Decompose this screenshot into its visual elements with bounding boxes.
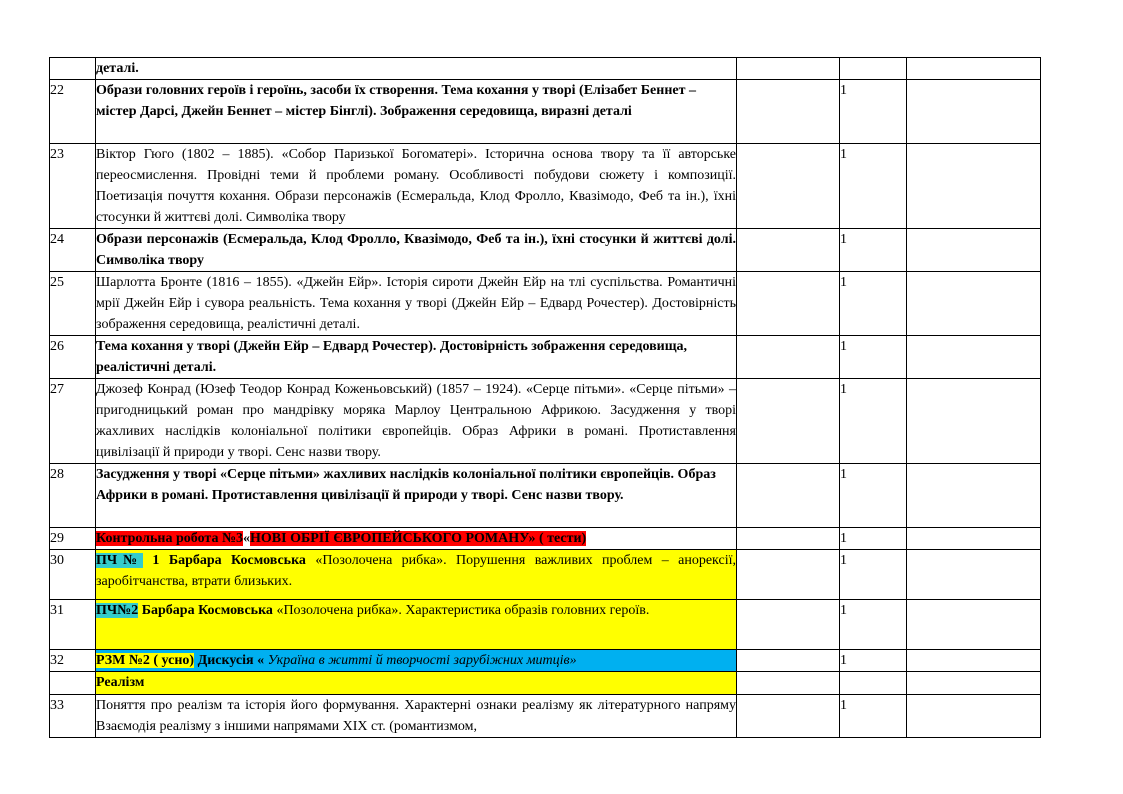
lesson-number: 27 — [50, 379, 96, 464]
date-cell — [737, 379, 840, 464]
hours-cell — [840, 58, 907, 80]
date-cell — [737, 672, 840, 695]
hours-cell: 1 — [840, 464, 907, 528]
notes-cell — [907, 650, 1041, 672]
reading-label-highlight: ПЧ№ — [96, 553, 144, 568]
lesson-number: 29 — [50, 528, 96, 550]
notes-cell — [907, 144, 1041, 229]
table-row — [50, 695, 1041, 738]
hours-cell — [840, 672, 907, 695]
table-row — [50, 144, 1041, 229]
notes-cell — [907, 550, 1041, 600]
table-row — [50, 58, 1041, 80]
lesson-topic: Образи персонажів (Есмеральда, Клод Фролло, Квазімодо, Феб та ін.), їхні стосунки й життєві долі. Символіка твору — [96, 229, 737, 272]
topic-text: «Позолочена рибка». Порушення важливих проблем – анорексії, заробітчанства, втрати близьких. — [96, 553, 737, 589]
section-heading: Реалізм — [96, 672, 737, 695]
hours-cell: 1 — [840, 600, 907, 650]
hours-cell: 1 — [840, 229, 907, 272]
table-row — [50, 379, 1041, 464]
table-row — [50, 550, 1041, 600]
hours-cell: 1 — [840, 144, 907, 229]
notes-cell — [907, 80, 1041, 144]
notes-cell — [907, 600, 1041, 650]
date-cell — [737, 80, 840, 144]
test-title-highlight: Контрольна робота №3 — [96, 531, 244, 546]
date-cell — [737, 229, 840, 272]
lesson-topic: Поняття про реалізм та історія його формування. Характерні ознаки реалізму як літературного напряму Взаємодія реалізму з іншими напрямами ХІХ ст. (романтизмом, — [96, 695, 737, 738]
lesson-number: 33 — [50, 695, 96, 738]
date-cell — [737, 336, 840, 379]
hours-cell: 1 — [840, 650, 907, 672]
lesson-plan-table — [49, 57, 1041, 738]
test-name-highlight: НОВІ ОБРІЇ ЄВРОПЕЙСЬКОГО РОМАНУ» ( тести) — [250, 531, 587, 546]
table-row — [50, 672, 1041, 695]
lesson-number: 30 — [50, 550, 96, 600]
lesson-number: 24 — [50, 229, 96, 272]
notes-cell — [907, 336, 1041, 379]
lesson-number: 22 — [50, 80, 96, 144]
lesson-topic: Шарлотта Бронте (1816 – 1855). «Джейн Ейр». Історія сироти Джейн Ейр на тлі суспільства. Романтичні мрії Джейн Ейр і сувора реальність. Тема кохання у творі (Джейн Ейр – Едвард Рочестер). Достовірність зображення середовища, реалістичні деталі. — [96, 272, 737, 336]
notes-cell — [907, 379, 1041, 464]
notes-cell — [907, 272, 1041, 336]
table-row — [50, 650, 1041, 672]
date-cell — [737, 600, 840, 650]
lesson-number — [50, 672, 96, 695]
lesson-number: 26 — [50, 336, 96, 379]
hours-cell: 1 — [840, 80, 907, 144]
lesson-number: 31 — [50, 600, 96, 650]
date-cell — [737, 695, 840, 738]
hours-cell: 1 — [840, 336, 907, 379]
reading-label-highlight: ПЧ№2 — [96, 603, 139, 618]
date-cell — [737, 528, 840, 550]
lesson-topic — [96, 550, 737, 600]
lesson-number: 23 — [50, 144, 96, 229]
date-cell — [737, 272, 840, 336]
lesson-number: 25 — [50, 272, 96, 336]
lesson-topic — [96, 528, 737, 550]
date-cell — [737, 550, 840, 600]
discussion-topic: Україна в житті й творчості зарубіжних митців» — [267, 653, 577, 668]
lesson-number: 32 — [50, 650, 96, 672]
speech-dev-label-highlight: РЗМ №2 ( усно) — [96, 653, 195, 668]
author-name: Барбара Космовська — [138, 603, 273, 618]
notes-cell — [907, 672, 1041, 695]
topic-text: «Позолочена рибка». Характеристика образів головних героїв. — [272, 603, 650, 618]
table-row — [50, 528, 1041, 550]
hours-cell: 1 — [840, 379, 907, 464]
lesson-topic — [96, 650, 737, 672]
notes-cell — [907, 58, 1041, 80]
table-row — [50, 229, 1041, 272]
notes-cell — [907, 229, 1041, 272]
notes-cell — [907, 464, 1041, 528]
hours-cell: 1 — [840, 272, 907, 336]
author-name: 1 Барбара Космовська — [143, 553, 306, 568]
lesson-topic: Джозеф Конрад (Юзеф Теодор Конрад Коженьовський) (1857 – 1924). «Серце пітьми». «Серце пітьми» – пригодницький роман про мандрівку моряка Марлоу Центральною Африкою. Засудження у творі жахливих наслідків колоніальної політики європейців. Образ Африки в романі. Протиставлення цивілізації й природи у творі. Сенс назви твору. — [96, 379, 737, 464]
date-cell — [737, 144, 840, 229]
lesson-topic: Засудження у творі «Серце пітьми» жахливих наслідків колоніальної політики європейців. Образ Африки в романі. Протиставлення цивілізації й природи у творі. Сенс назви твору. — [96, 464, 737, 528]
date-cell — [737, 58, 840, 80]
lesson-topic: Тема кохання у творі (Джейн Ейр – Едвард Рочестер). Достовірність зображення середовища, реалістичні деталі. — [96, 336, 737, 379]
hours-cell: 1 — [840, 695, 907, 738]
lesson-number — [50, 58, 96, 80]
table-row — [50, 600, 1041, 650]
quote-mark: « — [243, 531, 251, 546]
table-row — [50, 464, 1041, 528]
lesson-topic — [96, 600, 737, 650]
discussion-label: Дискусія « — [194, 653, 268, 668]
date-cell — [737, 650, 840, 672]
table-row — [50, 80, 1041, 144]
table-row — [50, 272, 1041, 336]
notes-cell — [907, 695, 1041, 738]
notes-cell — [907, 528, 1041, 550]
date-cell — [737, 464, 840, 528]
hours-cell: 1 — [840, 528, 907, 550]
lesson-topic: Віктор Гюго (1802 – 1885). «Собор Паризької Богоматері». Історична основа твору та її авторське переосмислення. Провідні теми й проблеми роману. Особливості побудови сюжету і композиції. Поетизація почуття кохання. Образи персонажів (Есмеральда, Клод Фролло, Квазімодо, Феб та ін.), їхні стосунки й життєві долі. Символіка твору — [96, 144, 737, 229]
lesson-number: 28 — [50, 464, 96, 528]
lesson-topic: деталі. — [96, 58, 737, 80]
table-row — [50, 336, 1041, 379]
hours-cell: 1 — [840, 550, 907, 600]
lesson-topic: Образи головних героїв і героїнь, засоби їх створення. Тема кохання у творі (Елізабет Беннет – містер Дарсі, Джейн Беннет – містер Бінглі). Зображення середовища, виразні деталі — [96, 80, 737, 144]
